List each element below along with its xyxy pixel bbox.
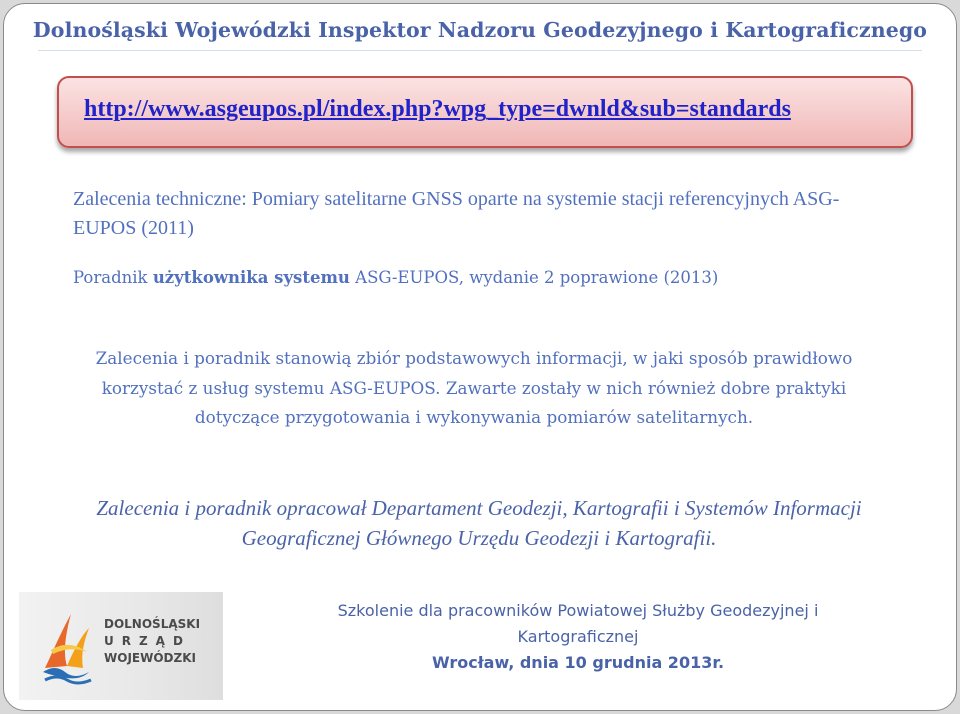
slide [3,3,957,711]
description-paragraph: Zalecenia i poradnik stanowią zbiór podstawowych informacji, w jaki sposób prawidłowo korzystać z usług systemu ASG-EUPOS. Zawarte zostały w nich również dobre praktyki dotyczące przygotowania i wykonywania pomiarów satelitarnych. [95,348,853,427]
user-guide-bold: użytkownika systemu [152,268,350,287]
logo-line1: DOLNOŚLĄSKI [104,617,201,631]
footer-line1: Szkolenie dla pracowników Powiatowej Służby Geodezyjnej i [337,601,819,620]
authors-paragraph: Zalecenia i poradnik opracował Departament Geodezji, Kartografii i Systemów Informacji Geograficznej Głównego Urzędu Geodezji i Kartografii. [96,496,862,550]
header-divider [38,50,922,51]
user-guide-text [73,268,718,287]
footer-date: Wrocław, dnia 10 grudnia 2013r. [431,653,725,672]
urzad-wojewodzki-logo [19,592,223,700]
logo-line3: WOJEWÓDZKI [104,651,196,665]
footer-line2: Kartograficznej [517,627,639,646]
technical-recommendations-text: Zalecenia techniczne: Pomiary satelitarne GNSS oparte na systemie stacji referencyjnych ASG-EUPOS (2011) [73,188,840,239]
slide-header [4,4,956,52]
user-guide-suffix: ASG-EUPOS, wydanie 2 poprawione (2013) [349,268,719,287]
logo-emblem-icon [37,606,99,686]
url-callout-box [57,76,913,148]
header-title: Dolnośląski Wojewódzki Inspektor Nadzoru Geodezyjnego i Kartograficznego [32,18,928,42]
logo-line2: URZĄD [104,634,191,648]
user-guide-prefix: Poradnik [73,268,153,287]
footer-info [278,592,878,698]
standards-download-link[interactable]: http://www.asgeupos.pl/index.php?wpg_type=dwnld&sub=standards [84,96,791,122]
